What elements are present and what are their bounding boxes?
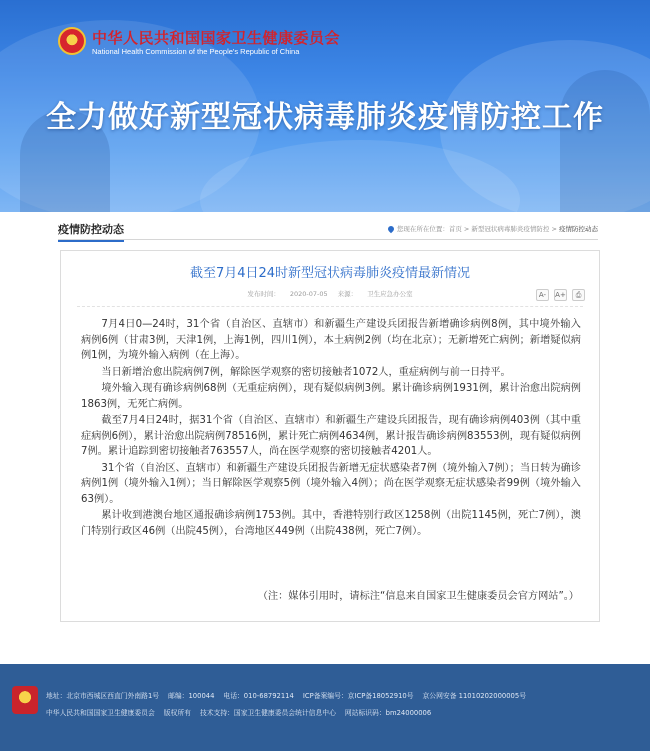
article-paragraph: 31个省（自治区、直辖市）和新疆生产建设兵团报告新增无症状感染者7例（境外输入7例）；当日转为确诊病例1例（境外输入1例）；当日解除医学观察5例（境外输入4例）；尚在医学观察无症状感染者99例（境外输入63例）。 (81, 462, 581, 505)
breadcrumb-separator: > (549, 225, 559, 233)
article-title: 截至7月4日24时新型冠状病毒肺炎疫情最新情况 (189, 266, 471, 281)
article-paragraph: 境外输入现有确诊病例68例（无重症病例），现有疑似病例3例。累计确诊病例1931例，累计治愈出院病例1863例，无死亡病例。 (81, 383, 581, 410)
breadcrumb (388, 224, 598, 233)
footer-contact-line (46, 690, 526, 700)
agency-name-cn[interactable]: 中华人民共和国国家卫生健康委员会 (92, 29, 341, 47)
header-banner (0, 0, 650, 212)
national-emblem-icon[interactable] (58, 27, 86, 55)
breadcrumb-parent-link[interactable]: 新型冠状病毒肺炎疫情防控 (471, 225, 550, 233)
footer-police-link[interactable]: 京公网安备 11010202000005号 (422, 692, 526, 700)
source-value: 卫生应急办公室 (367, 290, 413, 298)
footer-site-id: 网站标识码：bm24000006 (344, 709, 432, 717)
footer-address: 地址：北京市西城区西直门外南路1号 (46, 692, 160, 700)
footer-rights: 版权所有 (163, 709, 191, 717)
article-card (60, 250, 600, 622)
font-larger-button[interactable]: A+ (555, 291, 566, 299)
font-smaller-button[interactable]: A- (536, 289, 549, 301)
article-tools (536, 289, 585, 301)
article-paragraph: 7月4日0—24时，31个省（自治区、直辖市）和新疆生产建设兵团报告新增确诊病例8例，其中境外输入病例6例（甘肃3例，天津1例，上海1例，四川1例），本土病例2例（均在北京）；无新增死亡病例；新增疑似病例1例，为境外输入病例（在上海）。 (81, 319, 581, 361)
breadcrumb-home-link[interactable]: 首页 (448, 225, 462, 233)
agency-name-en: National Health Commission of the People's Republic of China (92, 47, 300, 56)
publish-label: 发布时间： (247, 290, 280, 298)
section-bar (58, 218, 598, 240)
footer-icp-link[interactable]: ICP备案编号：京ICP备18052910号 (302, 692, 414, 700)
source-label: 来源： (337, 290, 358, 298)
breadcrumb-separator: > (461, 225, 472, 233)
footer-copyright: 中华人民共和国国家卫生健康委员会 (46, 709, 155, 717)
government-site-badge-icon[interactable] (12, 686, 38, 714)
banner-slogan: 全力做好新型冠状病毒肺炎疫情防控工作 (46, 100, 604, 135)
article-body (81, 317, 581, 540)
breadcrumb-current-link[interactable]: 疫情防控动态 (559, 225, 598, 233)
footer-copyright-line (46, 707, 431, 717)
site-footer (0, 664, 650, 751)
breadcrumb-label: 您现在所在位置： (396, 225, 449, 233)
article-paragraph: 截至7月4日24时，据31个省（自治区、直辖市）和新疆生产建设兵团报告，现有确诊病例403例（其中重症病例6例），累计治愈出院病例78516例，累计死亡病例4634例，累计报告确诊病例83553例，现有疑似病例7例。累计追踪到密切接触者763557人，尚在医学观察的密切接触者4201人。 (81, 415, 581, 457)
print-icon[interactable]: ⎙ (572, 289, 585, 301)
citation-note: （注：媒体引用时，请标注“信息来自国家卫生健康委员会官方网站”。） (257, 591, 579, 602)
footer-support: 技术支持：国家卫生健康委员会统计信息中心 (199, 709, 336, 717)
article-paragraph: 累计收到港澳台地区通报确诊病例1753例。其中，香港特别行政区1258例（出院1145例，死亡7例），澳门特别行政区46例（出院45例），台湾地区449例（出院438例，死亡7例）。 (81, 510, 581, 537)
article-paragraph: 当日新增治愈出院病例7例，解除医学观察的密切接触者1072人，重症病例与前一日持平。 (101, 366, 511, 378)
footer-postcode: 邮编：100044 (168, 692, 215, 700)
section-title[interactable]: 疫情防控动态 (58, 221, 124, 242)
meta-divider (77, 306, 583, 307)
article-meta (61, 289, 599, 298)
publish-date: 2020-07-05 (289, 290, 328, 298)
footer-phone: 电话：010-68792114 (223, 692, 294, 700)
location-pin-icon (387, 225, 395, 233)
